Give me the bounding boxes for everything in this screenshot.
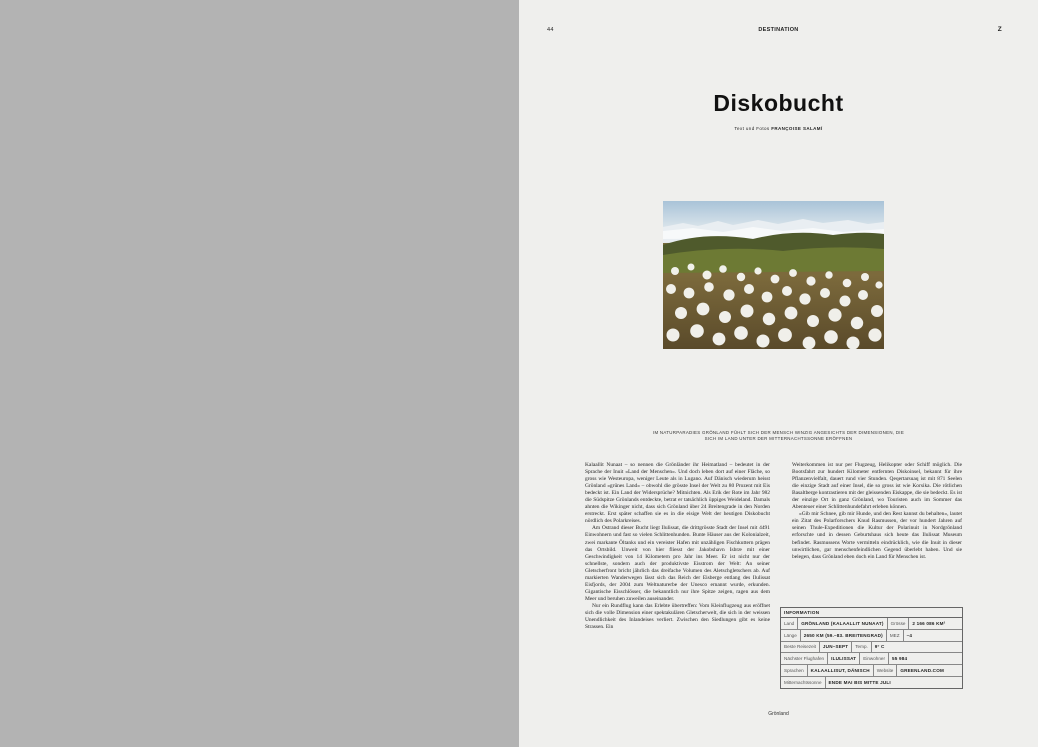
body-paragraph: Am Ostrand dieser Bucht liegt Ilulissat, die drittgrösste Stadt der Insel mit 4491 Einwohnern und fast so vielen Schlittenhunden. Bunte Häuser aus der Kolonialzeit, zwei markante Öltanks und ein vereister Hafen mit unzähligen Fischkuttern prägen das Ortsbild. Unweit von hier fliesst der Jakobshavn Isbræ mit einer Geschwindigkeit von 14 Kilometern pro Jahr ins Meer. Er ist nicht nur der schnellste, sondern auch der produktivste Eisstrom der Welt: An seiner Gletscherfront bricht jährlich das dreifache Volumen des Aletschgletschers ab. Auf markierten Wanderwegen lässt sich das Reich der Eisberge entlang des Ilulissat Eisfjords, der 2004 zum Weltnaturerbe der Unesco ernannt wurde, erkunden. Gigantische Eisschlösser, die bekanntlich nur ihre Spitze zeigen, ragen aus dem Meer und beruhen zuweilen auseinander.: [585, 525, 770, 602]
info-value: JUN–SEPT: [820, 642, 852, 653]
magazine-logo: Z: [997, 26, 1002, 33]
body-paragraph: Kalaallit Nunaat – so nennen die Grönländer ihr Heimatland – bedeutet in der Sprache der Inuit «Land der Menschen». Und doch leben dort auf einer Fläche, so gross wie Westeuropa, weniger Leute als in Lugano. Auf Dänisch wiederum heisst Grönland «grünes Land» – obwohl die grösste Insel der Welt zu 80 Prozent mit Eis bedeckt ist. Ein Land der Widersprüche? Mitnichten. Als Erik der Rote im Jahr 982 die Südspitze Grönlands entdeckte, betrat er tatsächlich üppiges Weideland. Damals ahnten die Wikinger nicht, dass sich Grönland über 24 Breitengrade in den Norden erstreckt. Erst später schaffen sie es in die eisige Welt der heutigen Diskobucht nördlich des Polarkreises.: [585, 462, 770, 525]
info-box-title: INFORMATION: [781, 608, 962, 618]
info-value: 2650 KM (59.–83. BREITENGRAD): [801, 630, 887, 641]
info-value: –4: [906, 632, 913, 638]
info-value: ENDE MAI BIS MITTE JULI: [828, 679, 891, 685]
section-label: DESTINATION: [758, 27, 799, 33]
article-photo: [663, 201, 884, 349]
article-byline: [519, 126, 1038, 131]
page-number: 44: [547, 27, 554, 33]
info-row: [781, 665, 962, 677]
info-value: GRÖNLAND (KALAALLIT NUNAAT): [798, 618, 887, 629]
body-paragraph: Weiterkommen ist nur per Flugzeug, Helikopter oder Schiff möglich. Die Bootsfahrt zur hundert Kilometer entfernten Diskoinsel, bekannt für ihre Pflanzenvielfalt, dauert rund vier Stunden. Qeqertarsuaq ist mit 871 Seelen die einzige Stadt auf einer Insel, die so gross ist wie Korsika. Die rötlichen Basaltberge kontrastieren mit der gleissenden Eiskappe, die sie bedeckt. Es ist der einzige Ort in ganz Grönland, wo Touristen auch im Sommer das Abenteuer einer Schlittenhundefahrt erleben können.: [792, 462, 962, 511]
article-lead: IM NATURPARADIES GRÖNLAND FÜHLT SICH DER MENSCH WINZIG ANGESICHTS DER DIMENSIONEN, DIE SICH IM LAND UNTER DER MITTERNACHTSSONNE ERÖFFNEN: [652, 430, 905, 442]
info-row: [781, 677, 962, 688]
right-page: [519, 0, 1038, 747]
info-row: [781, 642, 962, 654]
info-label: Nächster Flughafen: [781, 653, 828, 664]
info-value: 55 984: [892, 656, 908, 662]
byline-author: FRANÇOISE SALAMÍ: [771, 126, 823, 131]
body-paragraph: Nur ein Rundflug kann das Erlebte übertreffen: Vom Kleinflugzeug aus eröffnet sich die volle Dimension einer spektakulären Gletscherwelt, die sich in der weissen Unendlichkeit des Inlandeises verliert. Zwischen den Siedlungen gibt es keine Strassen. Ein: [585, 602, 770, 631]
info-label: Land: [781, 618, 798, 629]
info-label: Einwohner: [860, 653, 889, 664]
body-column-right: [792, 462, 962, 561]
byline-prefix: Text und Fotos: [734, 126, 770, 131]
info-label: Beste Reisezeit: [781, 642, 820, 653]
info-label: Mitternachtssonne: [781, 677, 826, 688]
info-row: [781, 618, 962, 630]
article-title: Diskobucht: [713, 90, 844, 116]
info-value: 9° C: [874, 644, 885, 650]
info-label: Grösse: [888, 618, 910, 629]
info-box: [780, 607, 963, 689]
info-label: Temp.: [852, 642, 872, 653]
info-label: Website: [874, 665, 898, 676]
info-label: MEZ: [887, 630, 904, 641]
info-value: ILULISSAT: [828, 653, 860, 664]
cotton-grass-photo: [663, 201, 884, 349]
info-value: 2 166 086 KM²: [912, 620, 946, 626]
info-value: GREENLAND.COM: [900, 668, 945, 674]
info-label: Sprachen: [781, 665, 808, 676]
info-row: [781, 653, 962, 665]
body-paragraph: «Gib mir Schnee, gib mir Hunde, und den Rest kannst du behalten», lautet ein Zitat des Polarforschers Knud Rasmussen, der vor hundert Jahren auf seinen Thule-Expeditionen die Kultur der Polarinuit in Nordgrönland erforschte und in dessen Geburtshaus sich heute das Ilulissat Museum befindet. Rasmussens Worte vermitteln eindrücklich, wie die Inuit in dieser unwirtlichen, gar menschenfeindlichen Gegend überlebt haben. Und sie belegen, dass Grönland eben doch ein Land für Menschen ist.: [792, 511, 962, 560]
info-label: Länge: [781, 630, 801, 641]
body-column-left: [585, 462, 770, 631]
info-value: KALAALLISUT, DÄNISCH: [808, 665, 874, 676]
page-footer: Grönland: [768, 711, 789, 717]
info-row: [781, 630, 962, 642]
